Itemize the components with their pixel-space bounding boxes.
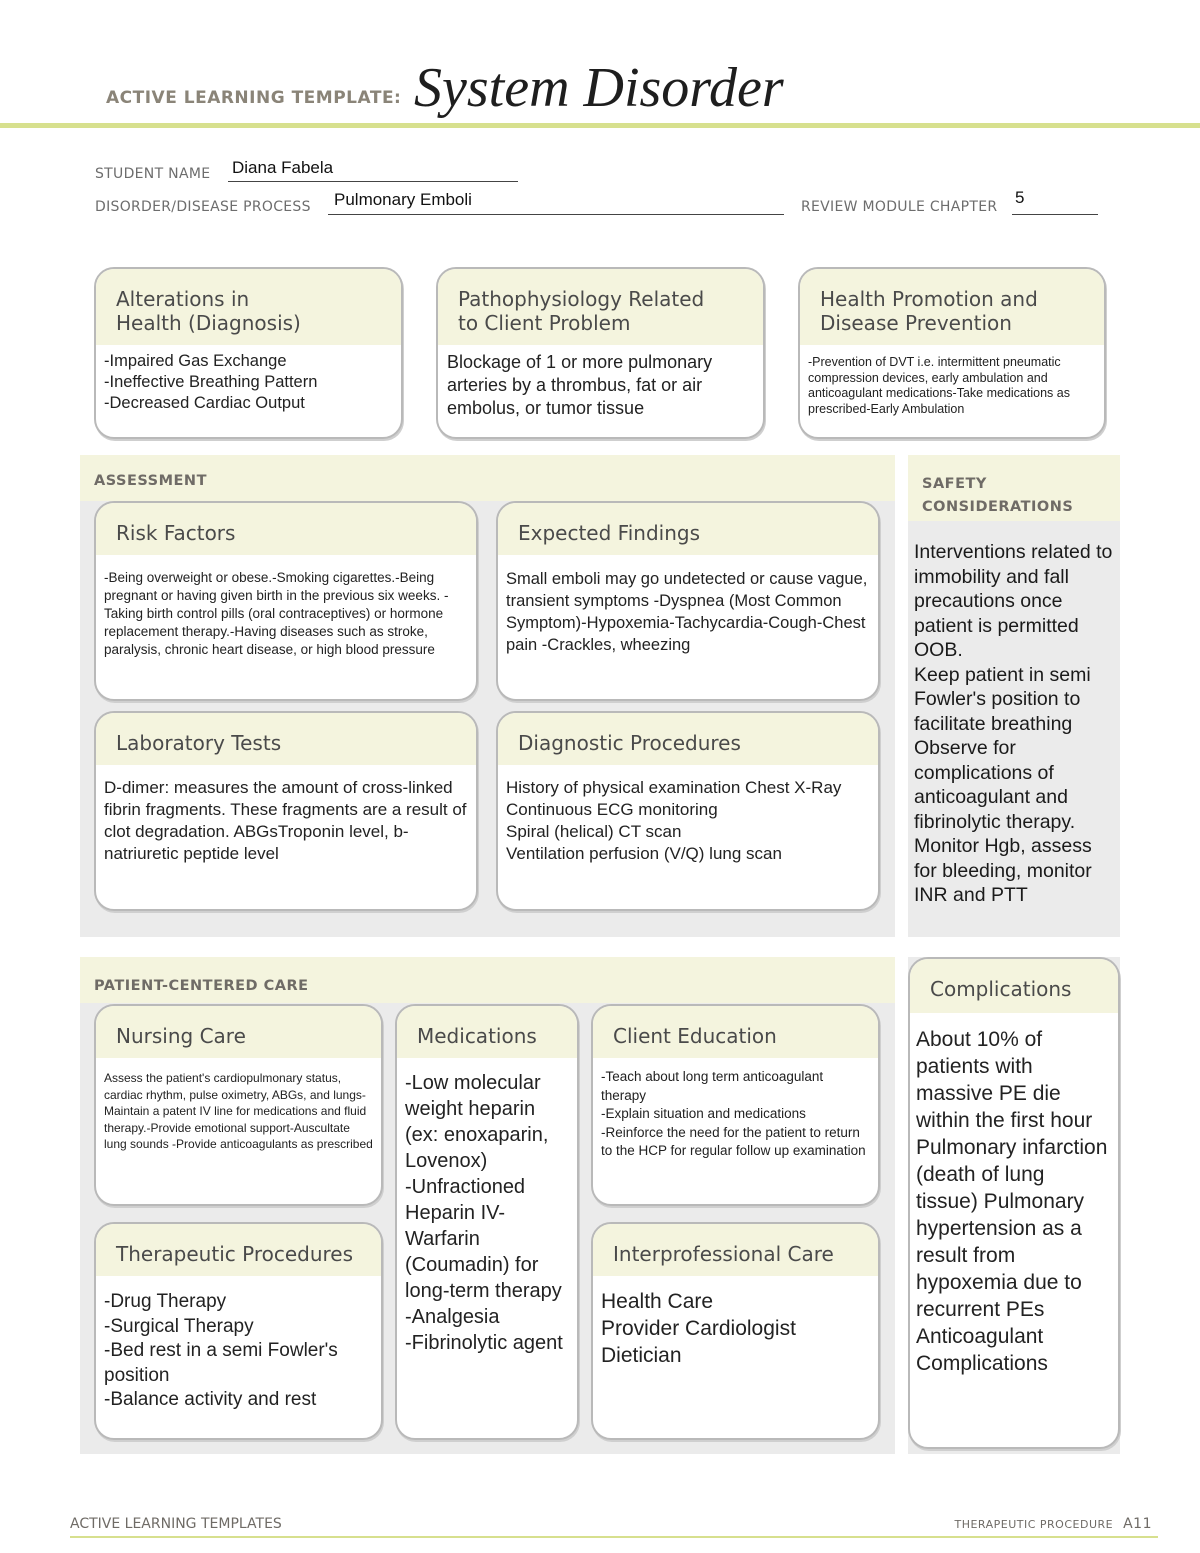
client-education-box — [591, 1004, 880, 1206]
expected-findings-body: Small emboli may go undetected or cause vague, transient symptoms -Dyspnea (Most Common Symptom)-Hypoxemia-Tachycardia-Cough-Chest pain -Crackles, wheezing — [506, 570, 868, 654]
therapeutic-procedures-title: Therapeutic Procedures — [96, 1224, 381, 1276]
therapeutic-procedures-box — [94, 1222, 383, 1440]
assessment-label: ASSESSMENT — [94, 473, 207, 489]
interprofessional-care-box — [591, 1222, 880, 1440]
risk-factors-title: Risk Factors — [96, 503, 476, 555]
safety-body: Interventions related to immobility and fall precautions once patient is permitted OOB. Keep patient in semi Fowler's position to facilitate breathing Observe for complications of anticoagulant and fibrinolytic therapy. Monitor Hgb, assess for bleeding, monitor INR and PTT — [914, 541, 1113, 906]
medications-title: Medications — [397, 1006, 577, 1058]
disorder-value: Pulmonary Emboli — [334, 190, 472, 209]
medications-box — [395, 1004, 579, 1440]
health-promotion-title: Health Promotion and Disease Prevention — [800, 269, 1104, 345]
diagnostic-procedures-title: Diagnostic Procedures — [498, 713, 878, 765]
complications-box — [908, 957, 1120, 1449]
laboratory-tests-body: D-dimer: measures the amount of cross-linked fibrin fragments. These fragments are a result of clot degradation. ABGsTroponin level, b-natriuretic peptide level — [104, 778, 467, 863]
expected-findings-title: Expected Findings — [498, 503, 878, 555]
diagnostic-procedures-body: History of physical examination Chest X-Ray Continuous ECG monitoring Spiral (helical) CT scan Ventilation perfusion (V/Q) lung scan — [506, 778, 842, 863]
risk-factors-box — [94, 501, 478, 701]
complications-title: Complications — [910, 959, 1118, 1013]
student-name-value: Diana Fabela — [232, 158, 334, 177]
footer-left: ACTIVE LEARNING TEMPLATES — [70, 1516, 282, 1532]
page-title: System Disorder — [414, 57, 784, 119]
pathophysiology-box — [436, 267, 765, 439]
alterations-body: -Impaired Gas Exchange -Ineffective Breathing Pattern -Decreased Cardiac Output — [104, 352, 318, 412]
chapter-value: 5 — [1015, 188, 1025, 207]
pathophysiology-title: Pathophysiology Related to Client Problem — [438, 269, 763, 345]
student-name-label: STUDENT NAME — [95, 166, 211, 182]
page-number: A11 — [1123, 1516, 1152, 1532]
diagnostic-procedures-box — [496, 711, 880, 911]
nursing-care-body: Assess the patient's cardiopulmonary status, cardiac rhythm, pulse oximetry, ABGs, and lungs-Maintain a patent IV line for medications and fluid therapy.-Provide emotional support-Auscultate lung sounds -Provide anticoagulants as prescribed — [104, 1071, 373, 1151]
footer-section: THERAPEUTIC PROCEDURE — [954, 1518, 1114, 1531]
health-promotion-body: -Prevention of DVT i.e. intermittent pneumatic compression devices, early ambulation and anticoagulant medications-Take medications as prescribed-Early Ambulation — [808, 355, 1070, 416]
complications-body: About 10% of patients with massive PE die within the first hour Pulmonary infarction (death of lung tissue) Pulmonary hypertension as a result from hypoxemia due to recurrent PEs Anticoagulant Complications — [916, 1028, 1108, 1375]
nursing-care-box — [94, 1004, 383, 1206]
safety-label: SAFETY CONSIDERATIONS — [922, 476, 1074, 515]
health-promotion-box — [798, 267, 1106, 439]
alterations-title: Alterations in Health (Diagnosis) — [96, 269, 401, 345]
header-rule — [0, 123, 1200, 128]
laboratory-tests-title: Laboratory Tests — [96, 713, 476, 765]
alterations-box — [94, 267, 403, 439]
template-label: ACTIVE LEARNING TEMPLATE: — [106, 88, 402, 108]
risk-factors-body: -Being overweight or obese.-Smoking cigarettes.-Being pregnant or having given birth in the previous six weeks. -Taking birth control pills (oral contraceptives) or hormone replacement therapy.-Having diseases such as stroke, paralysis, chronic heart disease, or high blood pressure — [104, 570, 449, 657]
medications-body: -Low molecular weight heparin (ex: enoxaparin, Lovenox) -Unfractioned Heparin IV-Warfarin (Coumadin) for long-term therapy -Analgesia -Fibrinolytic agent — [405, 1072, 563, 1354]
patient-care-label: PATIENT-CENTERED CARE — [94, 978, 309, 994]
page-header — [106, 58, 1006, 118]
chapter-label: REVIEW MODULE CHAPTER — [801, 199, 998, 215]
pathophysiology-body: Blockage of 1 or more pulmonary arteries by a thrombus, fat or air embolus, or tumor tissue — [447, 352, 713, 418]
nursing-care-title: Nursing Care — [96, 1006, 381, 1058]
client-education-title: Client Education — [593, 1006, 878, 1058]
therapeutic-procedures-body: -Drug Therapy -Surgical Therapy -Bed rest in a semi Fowler's position -Balance activity and rest — [104, 1291, 338, 1410]
chapter-field[interactable] — [1012, 193, 1098, 215]
laboratory-tests-box — [94, 711, 478, 911]
interprofessional-care-title: Interprofessional Care — [593, 1224, 878, 1276]
footer-rule — [70, 1536, 1158, 1538]
footer-right — [954, 1516, 1152, 1532]
expected-findings-box — [496, 501, 880, 701]
disorder-label: DISORDER/DISEASE PROCESS — [95, 199, 311, 215]
interprofessional-care-body: Health Care Provider Cardiologist Dietician — [601, 1290, 796, 1367]
client-education-body: -Teach about long term anticoagulant therapy -Explain situation and medications -Reinforce the need for the patient to return to the HCP for regular follow up examination — [601, 1069, 866, 1158]
